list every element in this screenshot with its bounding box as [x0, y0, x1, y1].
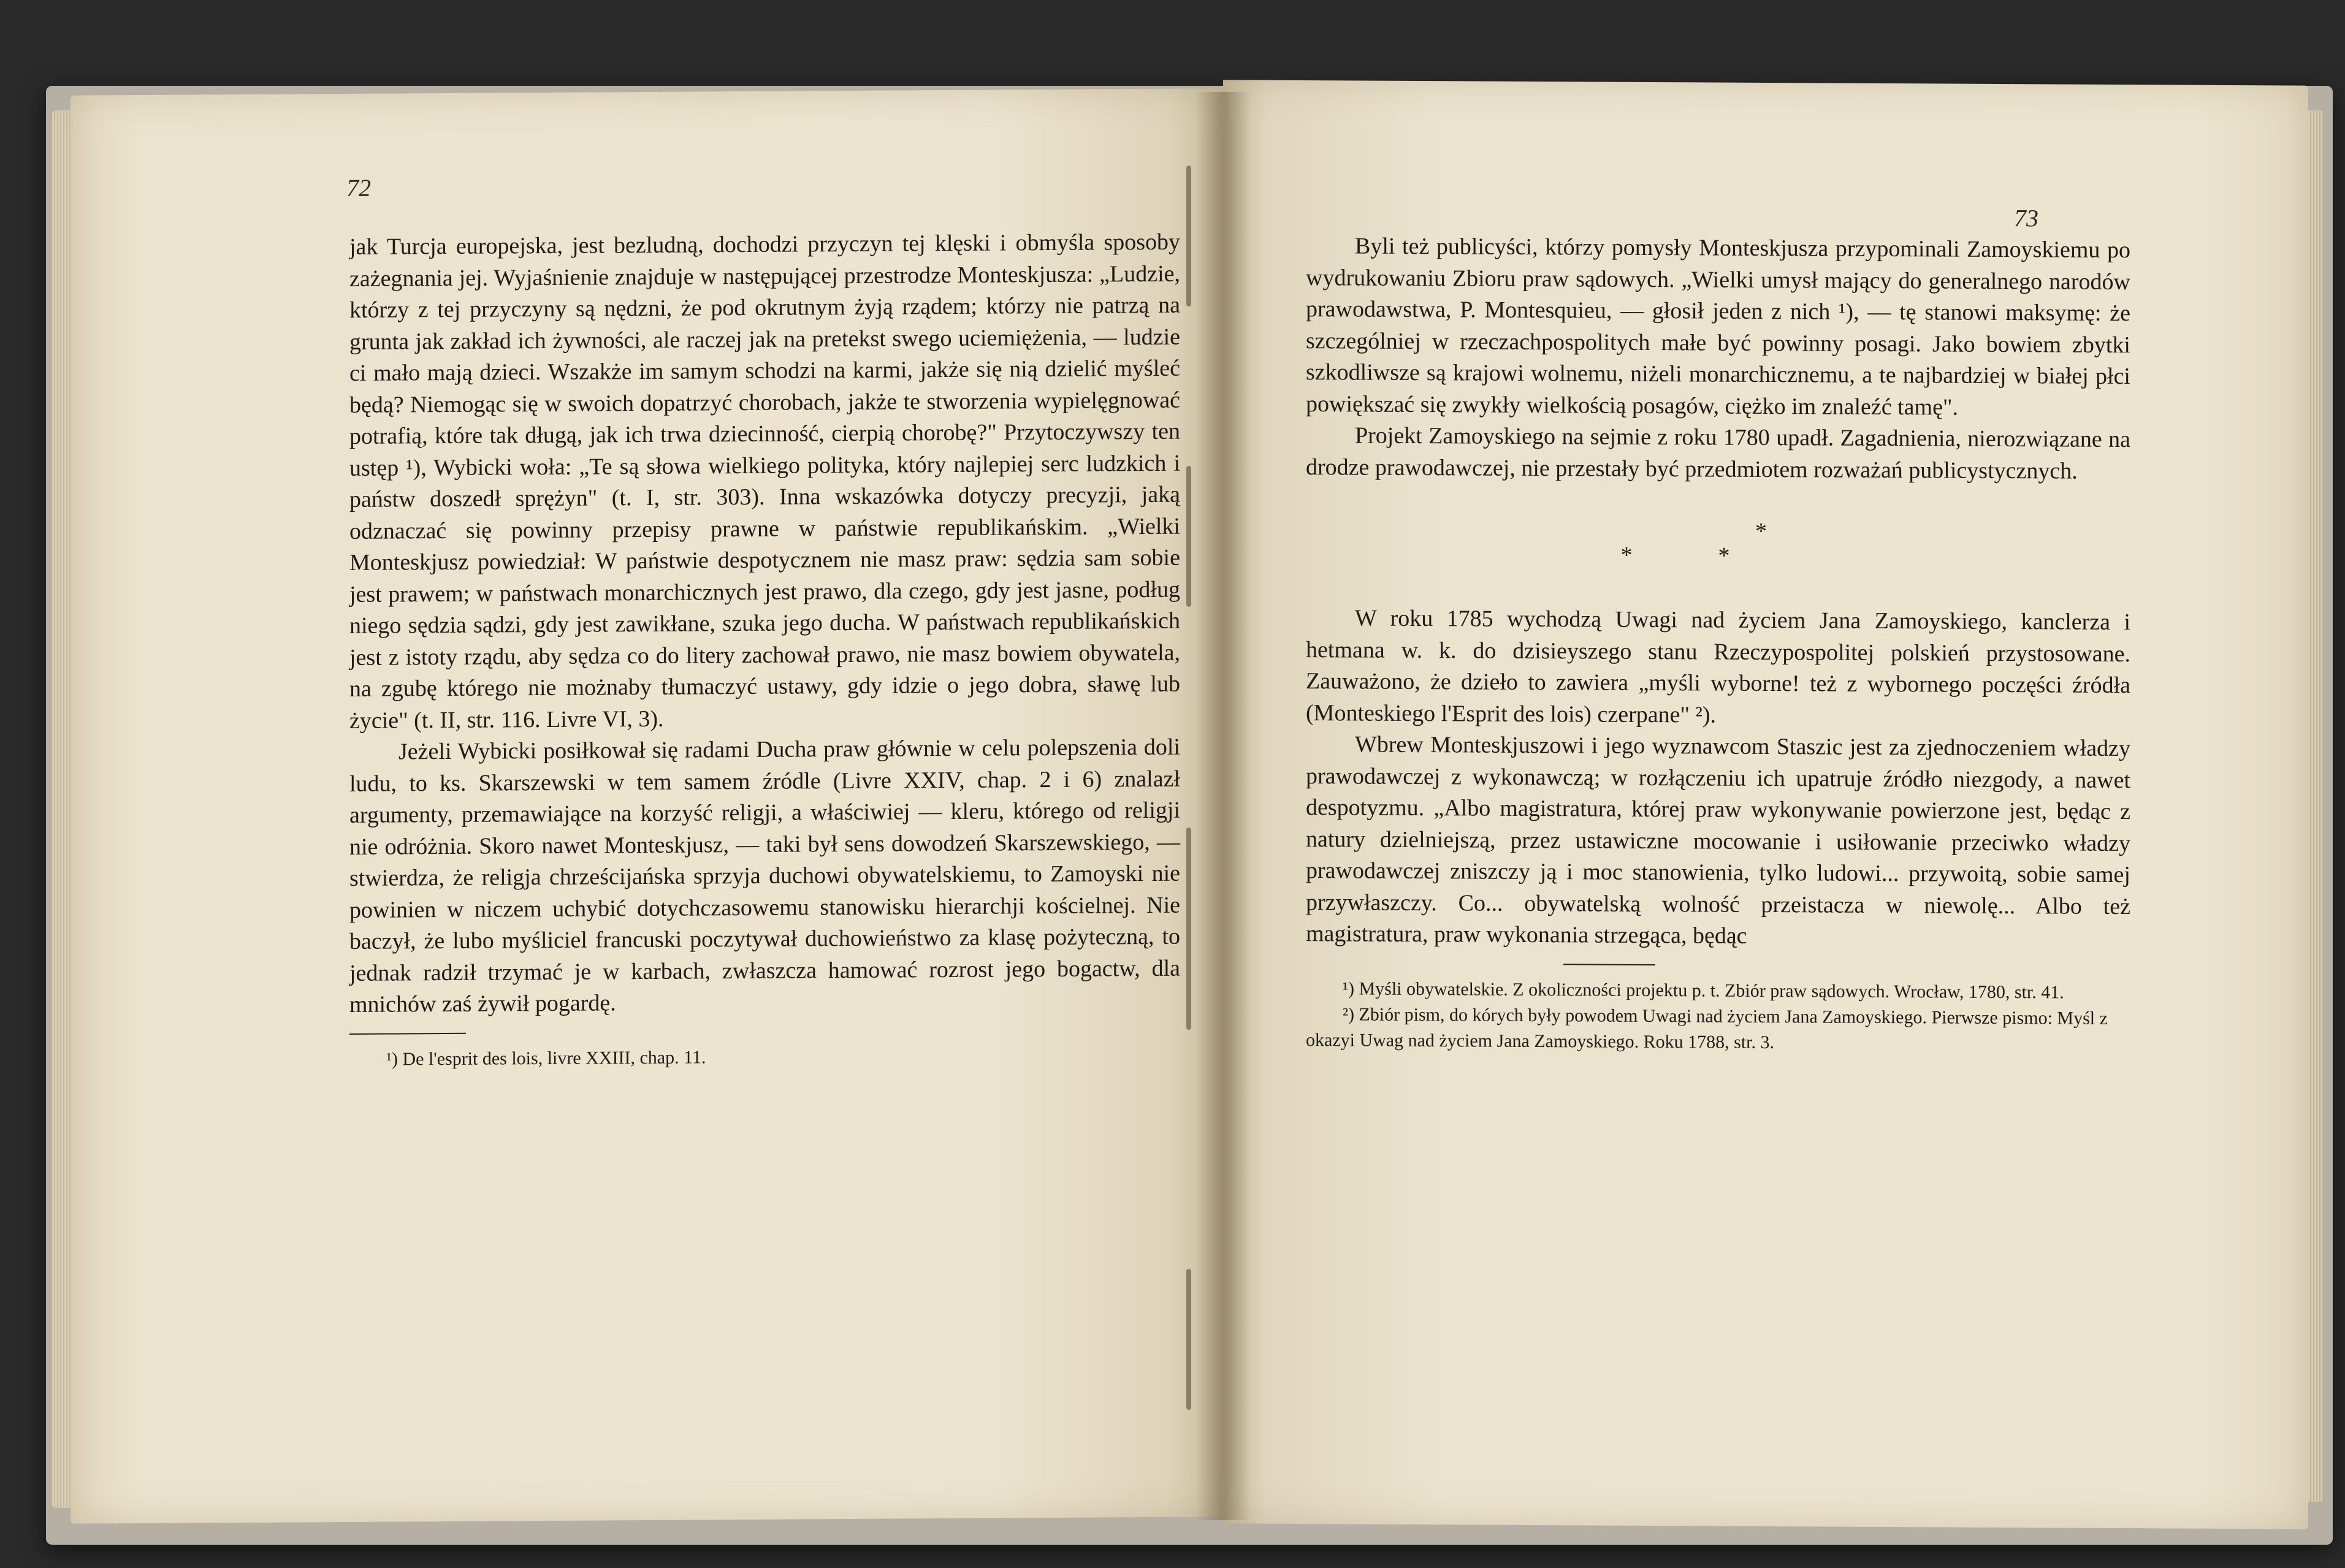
right-page [1223, 80, 2308, 1529]
left-footnote-1: ¹) De l'esprit des lois, livre XXIII, chap. 11. [386, 1046, 706, 1070]
section-separator-top: * [1755, 518, 1767, 545]
right-footnote-1: ¹) Myśli obywatelskie. Z okoliczności projektu p. t. Zbiór praw sądowych. Wrocław, 1780, str. 41. [1343, 978, 2064, 1003]
right-paragraph-1: Byli też publicyści, którzy pomysły Monteskjusza przypominali Zamoyskiemu po wydrukowaniu Zbioru praw sądowych. „Wielki umysł mający do generalnego narodów prawodawstwa, P. Montesquieu, — głosił jeden z nich ¹), — tę stanowi maksymę: że szczególniej w rzeczachpospolitych małe być powinny posagi. Jako bowiem zbytki szkodliwsze są krajowi wolnemu, niżeli monarchicznemu, a te najbardziej w białej płci powiększać się zwykły wielkością posagów, ciężko im znaleźć tamę". [1306, 233, 2130, 421]
binding-thread-4 [1186, 1269, 1191, 1410]
right-paragraph-2: Projekt Zamoyskiego na sejmie z roku 1780 upadł. Zagadnienia, nierozwiązane na drodze prawodawczej, nie przestały być przedmiotem rozważań publicystycznych. [1306, 422, 2130, 484]
right-page-body [1306, 230, 2130, 1057]
right-paragraph-3: W roku 1785 wychodzą Uwagi nad życiem Jana Zamoyskiego, kanclerza i hetmana w. k. do dzisieyszego stanu Rzeczypospolitej polskień przystosowane. Zauważono, że dzieło to zawiera „myśli wyborne! też z wybornego poczęści źródła (Monteskiego l'Esprit des lois) czerpane" ²). [1306, 605, 2130, 728]
right-page-number: 73 [2014, 204, 2038, 232]
separator-star-right: * [1718, 542, 1816, 569]
right-footnote-2: ²) Zbiór pism, do kórych były powodem Uwagi nad życiem Jana Zamoyskiego. Pierwsze pismo: Myśl z okazyi Uwag nad życiem Jana Zamoyskiego. Roku 1788, str. 3. [1306, 1003, 2108, 1052]
separator-star-left: * [1620, 542, 1718, 569]
binding-thread-1 [1186, 166, 1191, 306]
left-paragraph-2: Jeżeli Wybicki posiłkował się radami Ducha praw głównie w celu polepszenia doli ludu, to ks. Skarszewski w tem samem źródle (Livre XXIV, chap. 2 i 6) znalazł argumenty, przemawiające na korzyść religji, a właściwiej — kleru, którego od religji nie odróżnia. Skoro nawet Monteskjusz, — taki był sens dowodzeń Skarszewskiego, — stwierdza, że religja chrześcijańska sprzyja duchowi obywatelskiemu, to Zamoyski nie powinien w niczem uchybić dotychczasowemu stanowisku hierarchji kościelnej. Nie baczył, że lubo myśliciel francuski poczytywał duchowieństwo za klasę pożyteczną, to jednak radził trzymać je w karbach, zwłaszcza hamować rozrost jego bogactw, dla mnichów zaś żywił pogardę. [349, 734, 1180, 1018]
open-book [34, 74, 2336, 1557]
binding-thread-2 [1186, 466, 1191, 607]
left-page-body [349, 227, 1180, 1073]
footnote-divider-right [1563, 964, 1655, 965]
footnote-divider [349, 1032, 466, 1034]
right-paragraph-4: Wbrew Monteskjuszowi i jego wyznawcom Staszic jest za zjednoczeniem władzy prawodawczej z wykonawczą; w rozłączeniu ich upatruje źródło niezgody, a nawet despotyzmu. „Albo magistratura, której praw wykonywanie powierzone jest, będąc z natury dzielniejszą, przez ustawiczne mocowanie i usiłowanie przeciwko władzy prawodawczej zniszczy ją i moc stanowienia, tylko ludowi... przywoitą, sobie samej przywłaszczy. Co... obywatelską wolność przeistacza w niewolę... Albo też magistratura, praw wykonania strzegąca, będąc [1306, 731, 2130, 949]
left-paragraph-1: jak Turcja europejska, jest bezludną, dochodzi przyczyn tej klęski i obmyśla sposoby zażegnania jej. Wyjaśnienie znajduje w następującej przestrodze Monteskjusza: „Ludzie, którzy z tej przyczyny są nędzni, że pod okrutnym żyją rządem; którzy nie patrzą na grunta jak zakład ich żywności, ale raczej jak na pretekst swego uciemiężenia, — ludzie ci mało mają dzieci. Wszakże im samym schodzi na karmi, jakże się nią dzielić myśleć będą? Niemogąc się w swoich dopatrzyć chorobach, jakże te stworzenia wypielęgnować potrafią, które tak długą, jak ich trwa dziecinność, cierpią chorobę?" Przytoczywszy ten ustęp ¹), Wybicki woła: „Te są słowa wielkiego polityka, który najlepiej serc ludzkich i państw doszedł sprężyn" (t. I, str. 303). Inna wskazówka dotyczy precyzji, jaką odznaczać się powinny przepisy prawne w państwie republikańskim. „Wielki Monteskjusz powiedział: W państwie despotycznem nie masz praw: sędzia sam sobie jest prawem; w państwach monarchicznych jest prawo, dla czego, gdy jest jasne, podług niego sędzia sądzi, gdy jest zawikłane, szuka jego ducha. W państwach republikańskich jest z istoty rządu, aby sędza co do litery zachował prawo, nie masz bowiem obywatela, na zgubę którego nie możnaby tłumaczyć ustawy, gdy idzie o jego dobra, sławę lub życie" (t. II, str. 116. Livre VI, 3). [349, 229, 1180, 734]
binding-thread-3 [1186, 828, 1191, 1030]
section-separator [1306, 538, 2130, 573]
book-spine [1195, 92, 1251, 1520]
left-page [71, 88, 1223, 1523]
left-page-number: 72 [346, 173, 371, 202]
